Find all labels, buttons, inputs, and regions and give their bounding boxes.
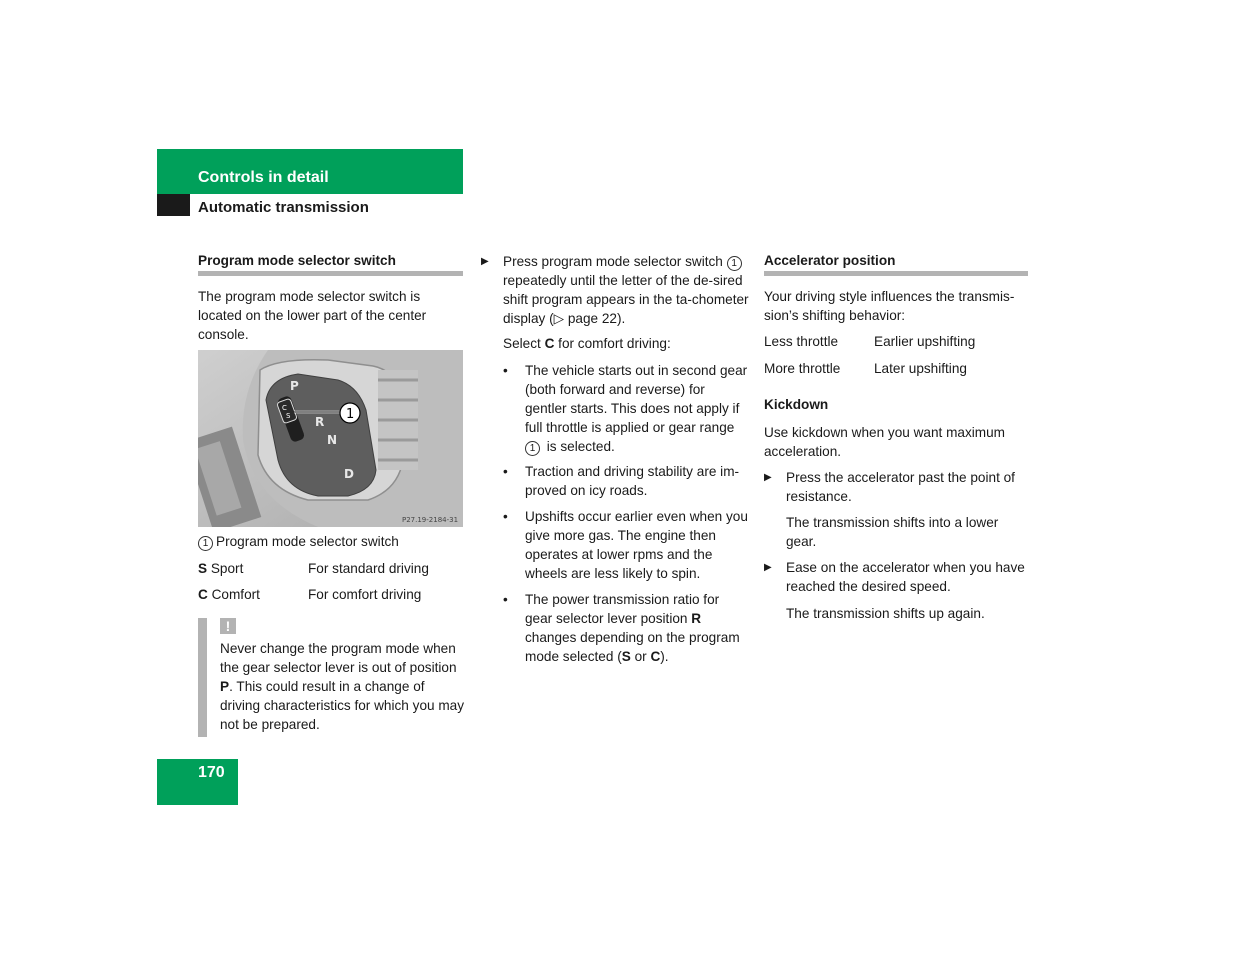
callout-ref: 1 — [198, 536, 213, 551]
callout-ref: 1 — [525, 441, 540, 456]
program-mode-heading: Program mode selector switch — [198, 253, 396, 268]
page-number: 170 — [198, 764, 225, 781]
kickdown-step: ▶ Press the accelerator past the point of resistance. — [764, 470, 1015, 504]
switch-letter-c: C — [282, 404, 287, 412]
list-item: • Upshifts occur earlier even when you give more gas. The engine then operates at lower rpms and the wheels are less likely to spin. — [503, 509, 748, 581]
gear-letter-n: N — [327, 433, 338, 447]
throttle-definitions — [764, 332, 1029, 385]
def-row: S Sport For standard driving — [198, 561, 429, 576]
list-item: • The vehicle starts out in second gear (both forward and reverse) for gentler starts. This does not apply if full throttle is applied or gear range 1 is selected. — [503, 363, 748, 454]
section-title: Controls in detail — [198, 169, 329, 186]
warning-text: Never change the program mode when the gear selector lever is out of position P. This could result in a change of driving characteristics for which you may not be prepared. — [220, 641, 465, 732]
subsection-title: Automatic transmission — [198, 199, 369, 216]
heading-rule — [764, 271, 1028, 276]
list-item: • The power transmission ratio for gear selector lever position R changes depending on the program mode selected (S or C). — [503, 592, 740, 664]
switch-letter-s: S — [286, 412, 291, 420]
figure-caption: 1 Program mode selector switch — [198, 532, 463, 551]
bullet-icon: • — [503, 509, 508, 524]
callout-ref: 1 — [727, 256, 742, 271]
list-item: • Traction and driving stability are im-proved on icy roads. — [503, 464, 740, 498]
warning-icon: ! — [220, 618, 236, 634]
accelerator-heading: Accelerator position — [764, 253, 896, 268]
program-mode-intro: The program mode selector switch is located on the lower part of the center console. — [198, 289, 427, 342]
kickdown-heading: Kickdown — [764, 397, 829, 412]
accelerator-intro: Your driving style influences the transmis-sion’s shifting behavior: — [764, 289, 1015, 323]
select-comfort-text: Select C for comfort driving: — [503, 336, 671, 351]
bullet-icon: • — [503, 464, 508, 479]
def-row: Less throttle Earlier upshifting — [764, 334, 976, 349]
step-arrow-icon: ▶ — [764, 472, 772, 483]
bullet-icon: • — [503, 592, 508, 607]
def-row: More throttle Later upshifting — [764, 361, 967, 376]
program-definitions — [198, 559, 463, 611]
selector-switch-photo — [198, 350, 463, 527]
step-arrow-icon: ▶ — [764, 562, 772, 573]
gear-letter-d: D — [344, 467, 354, 481]
warning-bar — [198, 618, 207, 737]
gear-letter-r: R — [315, 415, 325, 429]
kickdown-text: Use kickdown when you want maximum acceleration. — [764, 425, 1006, 459]
kickdown-step: ▶ Ease on the accelerator when you have reached the desired speed. — [764, 560, 1025, 594]
def-row: C Comfort For comfort driving — [198, 587, 422, 602]
heading-rule — [198, 271, 463, 276]
gear-letter-p: P — [290, 379, 299, 393]
step-arrow-icon: ▶ — [481, 256, 489, 267]
kickdown-result: The transmission shifts up again. — [786, 606, 985, 621]
kickdown-result: The transmission shifts into a lower gear. — [786, 515, 999, 549]
figure-code: P27.19-2184-31 — [402, 516, 459, 524]
press-switch-step: ▶ Press program mode selector switch 1 repeatedly until the letter of the de-sired shift program appears in the ta-chometer display (▷ page 22). — [481, 254, 749, 326]
bullet-icon: • — [503, 363, 508, 378]
callout-number: 1 — [346, 407, 355, 422]
subsection-marker — [157, 194, 190, 216]
